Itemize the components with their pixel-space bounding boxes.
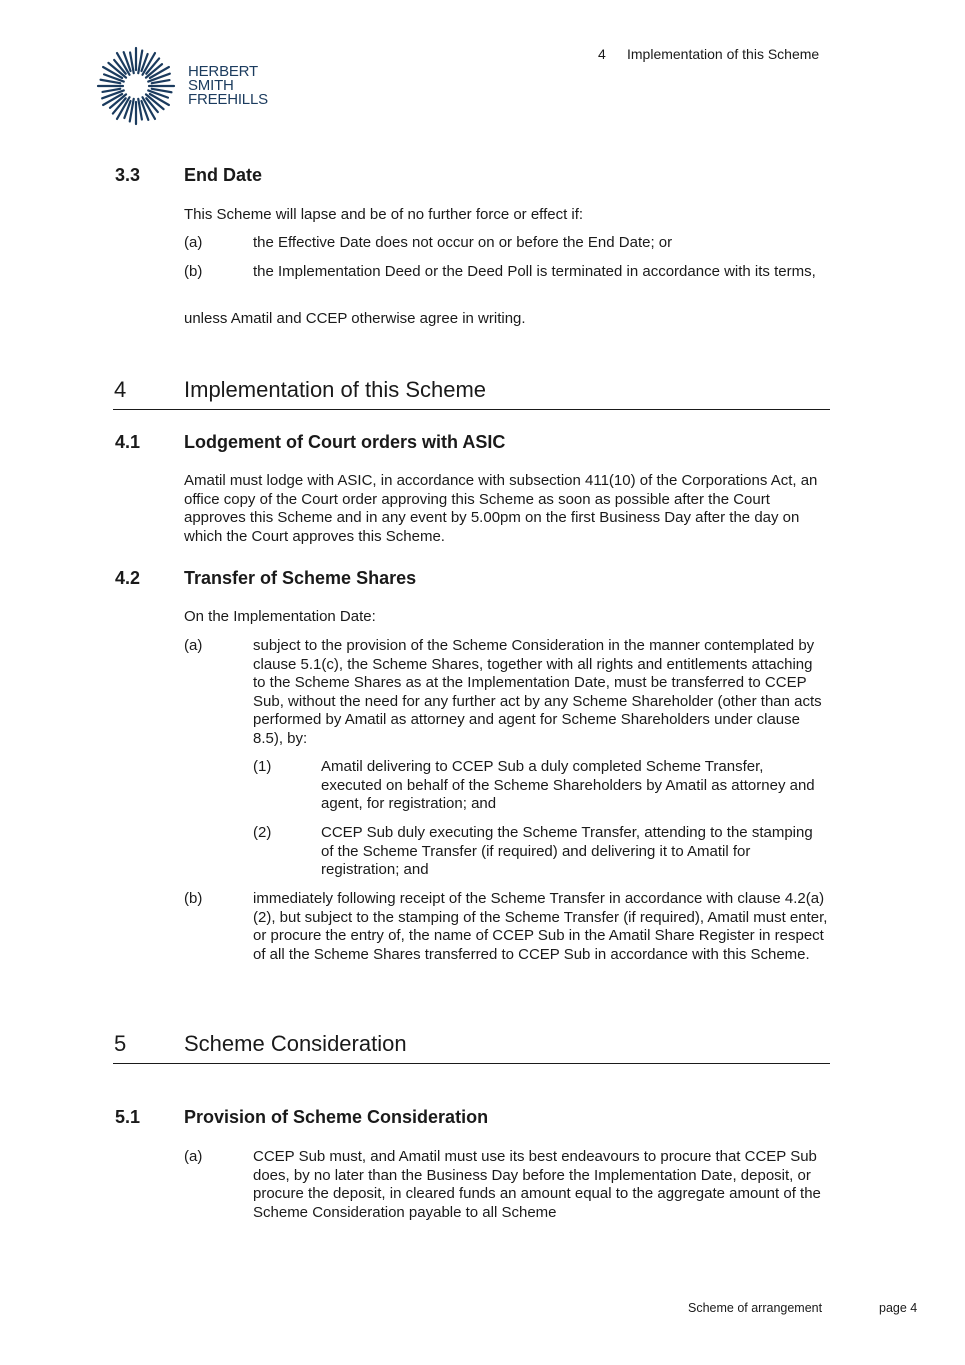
paragraph: Amatil must lodge with ASIC, in accordance with subsection 411(10) of the Corporations Act, an office copy of the Court order approving this Scheme as soon as possible after the Court approves this Scheme and in any event by 5.00pm on the first Business Day after the day on which the Court approves this Scheme. (184, 472, 818, 545)
chapter-number: 5 (114, 1031, 127, 1056)
logo-wordmark (188, 65, 268, 107)
sublist-item: Amatil delivering to CCEP Sub a duly completed Scheme Transfer, executed on behalf of the Scheme Shareholders by Amatil as attorney and agent, for registration; and (321, 758, 815, 813)
chapter-rule (113, 409, 830, 410)
list-label: (a) (184, 234, 203, 251)
section-heading: End Date (184, 165, 263, 185)
sublist-item: CCEP Sub duly executing the Scheme Transfer, attending to the stamping of the Scheme Transfer (if required) and delivering it to Amatil for registration; and (321, 824, 813, 879)
list-item: the Effective Date does not occur on or before the End Date; or (253, 234, 673, 251)
chapter-heading: Implementation of this Scheme (184, 377, 487, 402)
list-label: (b) (184, 890, 203, 907)
list-item: CCEP Sub must, and Amatil must use its best endeavours to procure that CCEP Sub does, by no later than the Business Day before the Implementation Date, deposit, or procure the deposit, in cleared funds an amount equal to the aggregate amount of the Scheme Consideration payable to all Scheme (253, 1148, 821, 1221)
section-heading: Transfer of Scheme Shares (184, 568, 417, 588)
list-item: subject to the provision of the Scheme Consideration in the manner contemplated by clause 5.1(c), the Scheme Shares, together with all rights and entitlements attaching to the Scheme Shares as at the Implementation Date, must be transferred to CCEP Sub, without the need for any further act by any Scheme Shareholder (other than acts performed by Amatil as attorney and agent for Scheme Shareholders under clause 8.5), by: (253, 637, 822, 747)
sunburst-ray (152, 80, 170, 83)
chapter-heading: Scheme Consideration (184, 1031, 407, 1056)
footer-title: Scheme of arrangement (688, 1301, 823, 1315)
section-number: 3.3 (115, 165, 141, 185)
list-item: the Implementation Deed or the Deed Poll is terminated in accordance with its terms, (253, 263, 816, 280)
sublist-label: (1) (253, 758, 272, 775)
paragraph: On the Implementation Date: (184, 608, 376, 625)
page-number: page 4 (879, 1301, 918, 1315)
list-label: (a) (184, 1148, 203, 1165)
section-heading: Lodgement of Court orders with ASIC (184, 432, 506, 452)
paragraph: unless Amatil and CCEP otherwise agree in writing. (184, 310, 526, 327)
section-number: 4.1 (115, 432, 141, 452)
list-label: (b) (184, 263, 203, 280)
paragraph: This Scheme will lapse and be of no further force or effect if: (184, 206, 584, 223)
firm-logo (96, 46, 276, 126)
logo-line: HERBERT (188, 63, 259, 80)
chapter-number: 4 (114, 377, 127, 402)
chapter-rule (113, 1063, 830, 1064)
sunburst-logo-icon (96, 46, 176, 126)
section-heading: Provision of Scheme Consideration (184, 1107, 489, 1127)
list-item: immediately following receipt of the Scheme Transfer in accordance with clause 4.2(a)(2), but subject to the stamping of the Scheme Transfer (if required), Amatil must enter, or procure the entry of, the name of CCEP Sub in the Amatil Share Register in respect of all the Scheme Shares transferred to CCEP Sub in accordance with this Scheme. (253, 890, 828, 963)
section-number: 4.2 (115, 568, 141, 588)
logo-line: FREEHILLS (188, 91, 268, 108)
list-label: (a) (184, 637, 203, 654)
logo-line: SMITH (188, 77, 234, 94)
sublist-label: (2) (253, 824, 272, 841)
running-header-title: Implementation of this Scheme (627, 46, 820, 62)
running-header-number: 4 (598, 46, 606, 62)
section-number: 5.1 (115, 1107, 141, 1127)
sunburst-ray (103, 89, 121, 92)
running-header (598, 46, 819, 62)
